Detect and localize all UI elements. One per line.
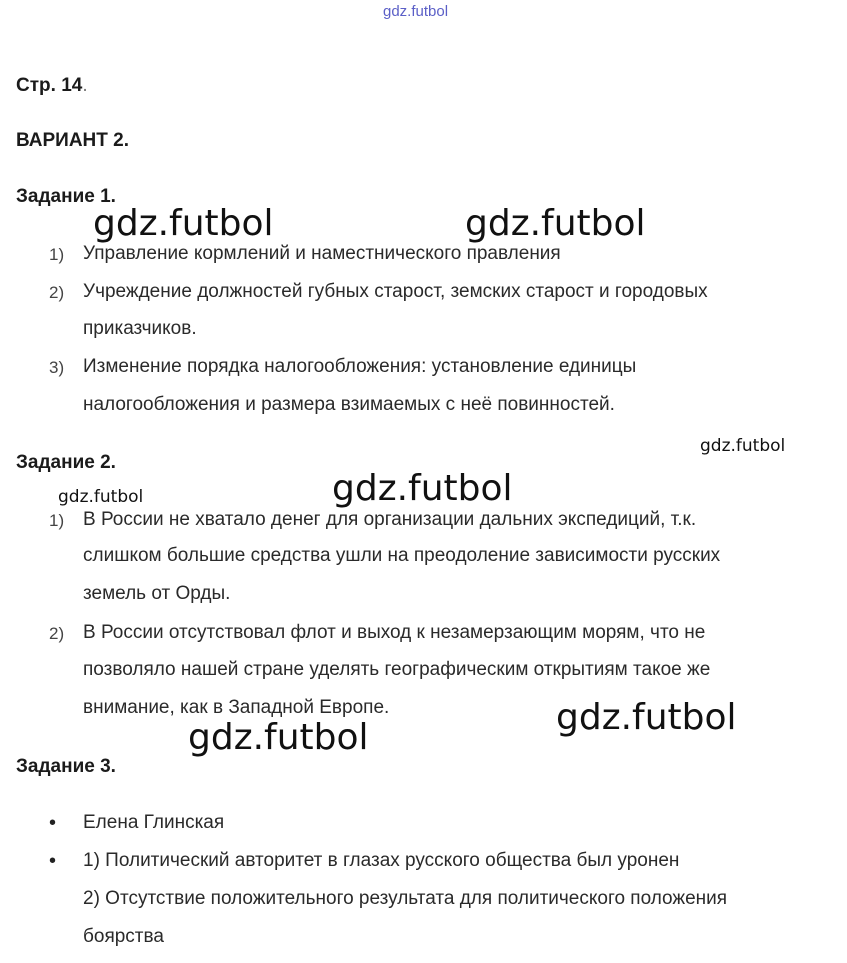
watermark-3: gdz.futbol [700,436,786,456]
watermark-6: gdz.futbol [556,697,737,738]
watermark-4: gdz.futbol [58,487,144,507]
task2-item1-line1: В России не хватало денег для организации дальних экспедиций, т.к. [83,509,697,530]
task1-item3-line2: налогообложения и размера взимаемых с неё повинностей. [83,394,615,415]
task1-title: Задание 1. [16,186,116,207]
task3-item2-line2: 2) Отсутствие положительного результата для политического положения [83,888,728,909]
task3-bullet-1: • [49,812,57,834]
watermark-1: gdz.futbol [93,203,274,244]
top-watermark: gdz.futbol [383,3,449,20]
task2-item2-line3: внимание, как в Западной Европе. [83,697,390,718]
watermark-5: gdz.futbol [332,468,513,509]
task1-item2-line1: Учреждение должностей губных старост, земских старост и городовых [83,281,708,302]
task2-item1-line2: слишком большие средства ушли на преодоление зависимости русских [83,545,721,566]
task1-item3-number: 3) [49,358,65,377]
task3-item1-line1: Елена Глинская [83,812,225,833]
task1-item3-line1: Изменение порядка налогообложения: установление единицы [83,356,637,377]
task3-title: Задание 3. [16,756,116,777]
variant-title: ВАРИАНТ 2. [16,130,129,151]
task2-item2-number: 2) [49,624,65,643]
task1-item2-number: 2) [49,283,65,302]
task2-item1-number: 1) [49,511,65,530]
task2-item1-line3: земель от Орды. [83,583,231,604]
task2-title: Задание 2. [16,452,116,473]
task1-item1-line1: Управление кормлений и наместнического правления [83,243,561,264]
task2-item2-line1: В России отсутствовал флот и выход к незамерзающим морям, что не [83,622,706,643]
task3-item2-line1: 1) Политический авторитет в глазах русского общества был уронен [83,850,680,871]
page-label: Стр. 14. [16,75,88,96]
watermark-2: gdz.futbol [465,203,646,244]
task3-item2-line3: боярства [83,926,164,947]
watermark-7: gdz.futbol [188,717,369,758]
task1-item2-line2: приказчиков. [83,318,197,339]
task2-item2-line2: позволяло нашей стране уделять географическим открытиям такое же [83,659,711,680]
task1-item1-number: 1) [49,245,65,264]
task3-bullet-2: • [49,850,57,872]
